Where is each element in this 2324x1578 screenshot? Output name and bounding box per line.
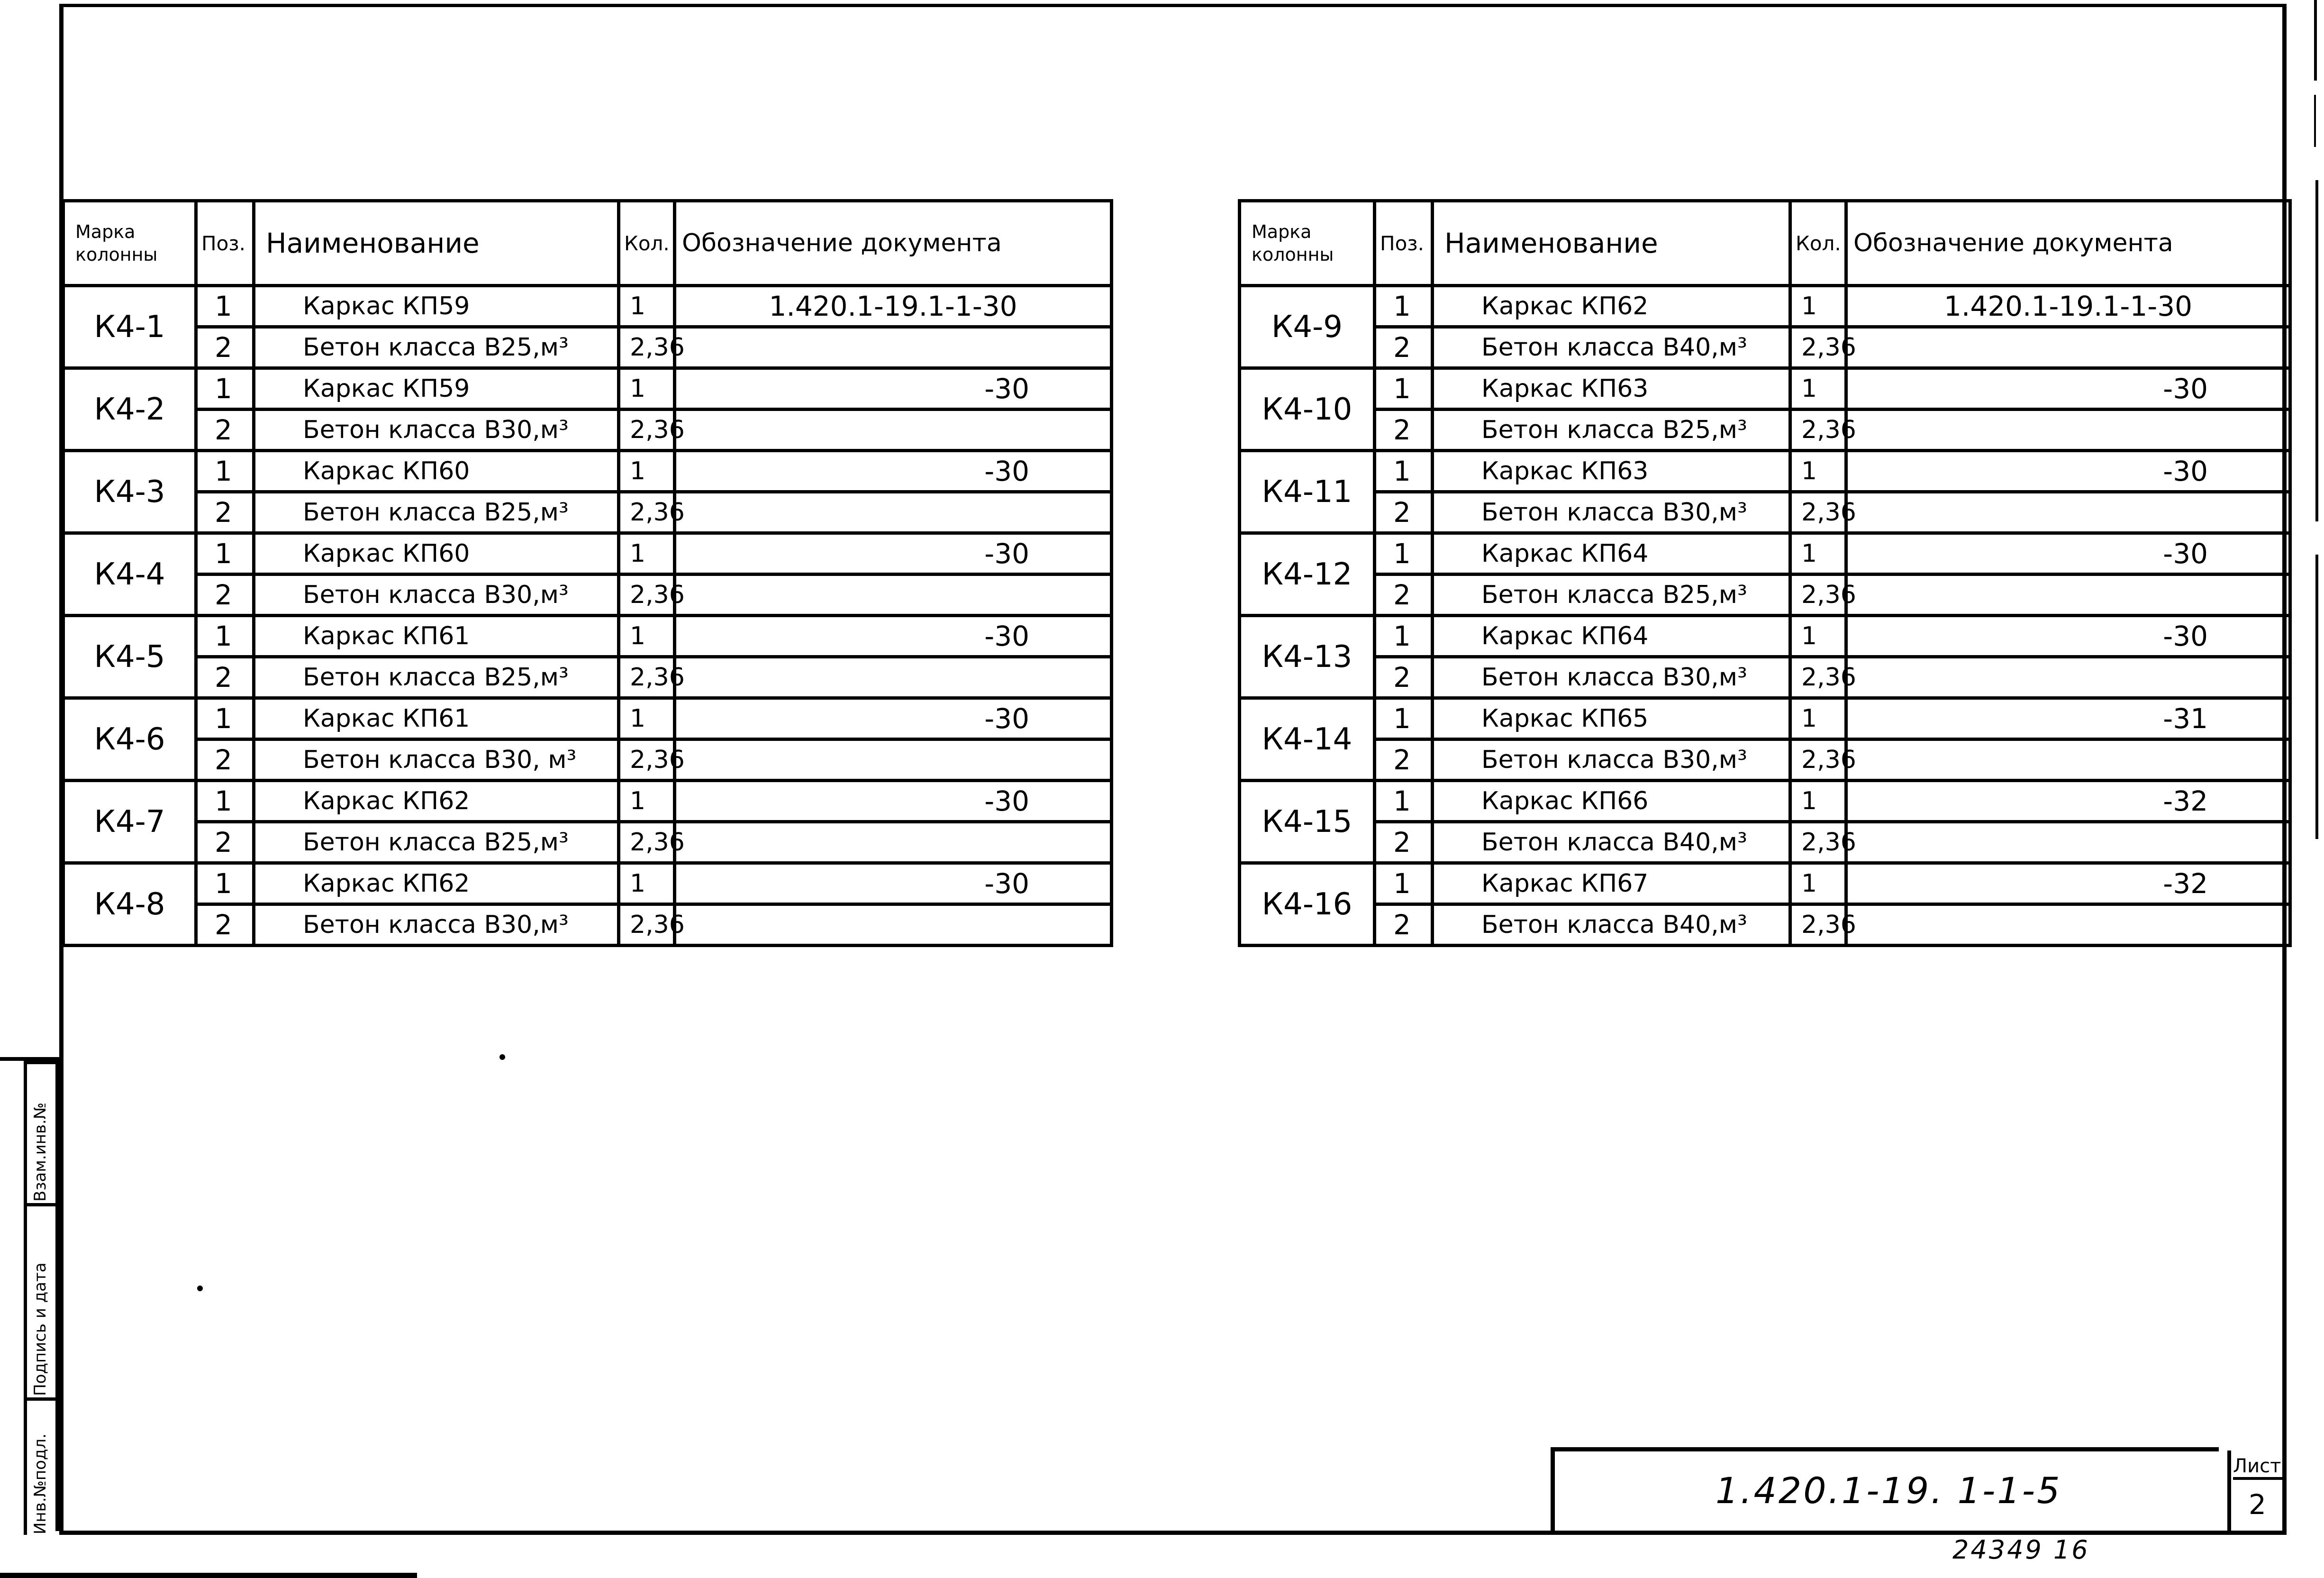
item-name-cell: Каркас КП64 [1433, 533, 1790, 575]
header-mark: Марка колонны [64, 201, 196, 286]
document-designation-cell [675, 739, 1112, 781]
column-mark-cell: К4-16 [1240, 863, 1375, 946]
item-name-cell: Бетон класса В40,м³ [1433, 904, 1790, 946]
document-designation-cell: -30 [1846, 368, 2290, 410]
item-name-cell: Бетон класса В25,м³ [254, 822, 619, 863]
item-name-cell: Каркас КП60 [254, 451, 619, 492]
position-cell: 1 [196, 781, 254, 822]
document-designation-cell [675, 575, 1112, 616]
quantity-cell: 2,36 [619, 904, 675, 946]
header-row [64, 201, 1112, 286]
document-designation-cell: -30 [1846, 451, 2290, 492]
quantity-cell: 2,36 [619, 575, 675, 616]
position-cell: 1 [1375, 286, 1433, 327]
item-name-cell: Каркас КП60 [254, 533, 619, 575]
position-cell: 1 [196, 451, 254, 492]
quantity-cell: 2,36 [1790, 410, 1846, 451]
position-cell: 2 [196, 492, 254, 533]
item-name-cell: Каркас КП65 [1433, 698, 1790, 739]
item-name-cell: Бетон класса В30,м³ [254, 904, 619, 946]
column-mark-cell: К4-4 [64, 533, 196, 616]
quantity-cell: 1 [1790, 863, 1846, 904]
table-row [1240, 368, 2290, 410]
column-mark-cell: К4-10 [1240, 368, 1375, 451]
table-row [64, 781, 1112, 822]
table-row [64, 698, 1112, 739]
position-cell: 1 [1375, 781, 1433, 822]
quantity-cell: 2,36 [1790, 575, 1846, 616]
document-designation-cell: -30 [675, 368, 1112, 410]
table-row [1240, 286, 2290, 327]
position-cell: 2 [1375, 739, 1433, 781]
sheet-label: Лист [2233, 1455, 2284, 1480]
table-row [64, 533, 1112, 575]
scan-speck [499, 1054, 505, 1060]
quantity-cell: 2,36 [1790, 904, 1846, 946]
quantity-cell: 2,36 [619, 822, 675, 863]
document-designation-cell: -30 [1846, 616, 2290, 657]
document-designation-cell [1846, 904, 2290, 946]
column-mark-cell: К4-6 [64, 698, 196, 781]
position-cell: 2 [1375, 822, 1433, 863]
column-mark-cell: К4-15 [1240, 781, 1375, 863]
quantity-cell: 2,36 [619, 657, 675, 698]
table-row [1240, 781, 2290, 822]
quantity-cell: 2,36 [1790, 739, 1846, 781]
quantity-cell: 1 [1790, 286, 1846, 327]
spec-table-left [62, 199, 1113, 947]
quantity-cell: 2,36 [619, 739, 675, 781]
item-name-cell: Каркас КП63 [1433, 368, 1790, 410]
item-name-cell: Каркас КП59 [254, 286, 619, 327]
item-name-cell: Бетон класса В25,м³ [254, 657, 619, 698]
item-name-cell: Каркас КП64 [1433, 616, 1790, 657]
table-row [64, 657, 1112, 698]
position-cell: 1 [1375, 698, 1433, 739]
position-cell: 1 [1375, 863, 1433, 904]
table-row [1240, 327, 2290, 368]
document-designation-cell [1846, 492, 2290, 533]
scan-edge-line [2315, 180, 2318, 521]
table-row [1240, 533, 2290, 575]
quantity-cell: 1 [619, 616, 675, 657]
column-mark-cell: К4-9 [1240, 286, 1375, 368]
table-row [1240, 822, 2290, 863]
document-designation-cell: -32 [1846, 781, 2290, 822]
item-name-cell: Бетон класса В30,м³ [1433, 492, 1790, 533]
document-code: 1.420.1-19. 1-1-5 [1716, 1469, 2062, 1512]
position-cell: 2 [196, 822, 254, 863]
item-name-cell: Каркас КП62 [1433, 286, 1790, 327]
quantity-cell: 2,36 [619, 327, 675, 368]
column-mark-cell: К4-3 [64, 451, 196, 533]
scan-edge-line [2315, 555, 2318, 839]
table-row [1240, 657, 2290, 698]
document-designation-cell: -32 [1846, 863, 2290, 904]
side-label-inv-no: Инв.№подл. [31, 1433, 50, 1534]
item-name-cell: Бетон класса В30,м³ [254, 575, 619, 616]
side-cell-inv [24, 1397, 59, 1535]
table-row [64, 863, 1112, 904]
spec-body-left [64, 286, 1112, 946]
header-mark: Марка колонны [1240, 201, 1375, 286]
scan-edge-line [2314, 0, 2317, 81]
header-name: Наименование [254, 201, 619, 286]
position-cell: 2 [1375, 575, 1433, 616]
document-designation-cell [675, 327, 1112, 368]
position-cell: 1 [196, 533, 254, 575]
item-name-cell: Бетон класса В25,м³ [254, 327, 619, 368]
spec-body-right [1240, 286, 2290, 946]
column-mark-cell: К4-7 [64, 781, 196, 863]
quantity-cell: 1 [619, 451, 675, 492]
column-mark-cell: К4-5 [64, 616, 196, 698]
quantity-cell: 1 [1790, 781, 1846, 822]
document-designation-cell [1846, 822, 2290, 863]
item-name-cell: Бетон класса В30, м³ [254, 739, 619, 781]
quantity-cell: 1 [619, 368, 675, 410]
table-row [1240, 451, 2290, 492]
scan-edge-bar [0, 1573, 417, 1578]
item-name-cell: Бетон класса В25,м³ [1433, 575, 1790, 616]
item-name-cell: Каркас КП67 [1433, 863, 1790, 904]
document-designation-cell [1846, 575, 2290, 616]
item-name-cell: Бетон класса В30,м³ [254, 410, 619, 451]
table-row [64, 904, 1112, 946]
table-row [64, 327, 1112, 368]
header-row [1240, 201, 2290, 286]
header-pos: Поз. [196, 201, 254, 286]
position-cell: 2 [196, 739, 254, 781]
table-row [1240, 863, 2290, 904]
position-cell: 1 [196, 368, 254, 410]
header-doc: Обозначение документа [1846, 201, 2290, 286]
item-name-cell: Каркас КП63 [1433, 451, 1790, 492]
table-row [64, 616, 1112, 657]
item-name-cell: Бетон класса В30,м³ [1433, 657, 1790, 698]
side-label-replace-inv: Взам.инв.№ [31, 1102, 50, 1202]
header-qty: Кол. [1790, 201, 1846, 286]
item-name-cell: Каркас КП61 [254, 616, 619, 657]
quantity-cell: 1 [1790, 616, 1846, 657]
table-row [64, 822, 1112, 863]
quantity-cell: 1 [1790, 533, 1846, 575]
side-approval-stamp [0, 1057, 59, 1534]
document-designation-cell [675, 904, 1112, 946]
item-name-cell: Каркас КП59 [254, 368, 619, 410]
table-row [1240, 410, 2290, 451]
document-designation-cell: 1.420.1-19.1-1-30 [675, 286, 1112, 327]
item-name-cell: Бетон класса В25,м³ [254, 492, 619, 533]
column-mark-cell: К4-13 [1240, 616, 1375, 698]
side-cell-replace [24, 1061, 59, 1203]
side-label-sign-date: Подпись и дата [31, 1262, 50, 1396]
document-designation-cell [1846, 657, 2290, 698]
archive-number: 24349 16 [1952, 1535, 2090, 1565]
position-cell: 2 [196, 904, 254, 946]
table-row [1240, 739, 2290, 781]
position-cell: 2 [1375, 657, 1433, 698]
side-cell-sign [24, 1203, 59, 1397]
quantity-cell: 1 [619, 286, 675, 327]
document-designation-cell [1846, 327, 2290, 368]
spec-table-right [1238, 199, 2292, 947]
document-designation-cell: -30 [675, 781, 1112, 822]
position-cell: 2 [196, 410, 254, 451]
table-row [1240, 575, 2290, 616]
position-cell: 1 [196, 698, 254, 739]
column-mark-cell: К4-14 [1240, 698, 1375, 781]
scan-speck [197, 1286, 203, 1291]
document-designation-cell [675, 410, 1112, 451]
position-cell: 1 [1375, 451, 1433, 492]
quantity-cell: 1 [1790, 368, 1846, 410]
document-designation-cell: -30 [675, 533, 1112, 575]
position-cell: 1 [196, 286, 254, 327]
quantity-cell: 2,36 [1790, 492, 1846, 533]
table-row [64, 492, 1112, 533]
header-qty: Кол. [619, 201, 675, 286]
column-mark-cell: К4-12 [1240, 533, 1375, 616]
position-cell: 1 [1375, 616, 1433, 657]
document-designation-cell [1846, 739, 2290, 781]
column-mark-cell: К4-11 [1240, 451, 1375, 533]
document-designation-cell: -30 [675, 451, 1112, 492]
position-cell: 2 [196, 575, 254, 616]
scan-edge-line [2314, 95, 2316, 147]
position-cell: 2 [196, 657, 254, 698]
sheet-number: 2 [2249, 1488, 2266, 1521]
header-doc: Обозначение документа [675, 201, 1112, 286]
table-row [1240, 904, 2290, 946]
quantity-cell: 2,36 [1790, 657, 1846, 698]
table-row [64, 368, 1112, 410]
position-cell: 2 [1375, 492, 1433, 533]
table-row [64, 286, 1112, 327]
item-name-cell: Каркас КП66 [1433, 781, 1790, 822]
table-row [1240, 698, 2290, 739]
position-cell: 2 [1375, 327, 1433, 368]
table-row [1240, 492, 2290, 533]
document-designation-cell [675, 657, 1112, 698]
document-designation-cell: -30 [675, 616, 1112, 657]
position-cell: 1 [1375, 368, 1433, 410]
document-designation-cell [1846, 410, 2290, 451]
item-name-cell: Бетон класса В40,м³ [1433, 822, 1790, 863]
quantity-cell: 1 [619, 863, 675, 904]
quantity-cell: 1 [1790, 451, 1846, 492]
quantity-cell: 1 [619, 781, 675, 822]
item-name-cell: Каркас КП62 [254, 863, 619, 904]
item-name-cell: Каркас КП62 [254, 781, 619, 822]
quantity-cell: 2,36 [619, 492, 675, 533]
table-row [64, 739, 1112, 781]
document-designation-cell: 1.420.1-19.1-1-30 [1846, 286, 2290, 327]
column-mark-cell: К4-8 [64, 863, 196, 946]
column-mark-cell: К4-2 [64, 368, 196, 451]
position-cell: 1 [196, 616, 254, 657]
document-designation-cell: -31 [1846, 698, 2290, 739]
quantity-cell: 1 [1790, 698, 1846, 739]
table-row [64, 575, 1112, 616]
document-designation-cell: -30 [675, 698, 1112, 739]
item-name-cell: Бетон класса В25,м³ [1433, 410, 1790, 451]
document-designation-cell: -30 [675, 863, 1112, 904]
position-cell: 2 [196, 327, 254, 368]
table-row [64, 451, 1112, 492]
item-name-cell: Бетон класса В40,м³ [1433, 327, 1790, 368]
quantity-cell: 1 [619, 533, 675, 575]
document-designation-cell: -30 [1846, 533, 2290, 575]
quantity-cell: 2,36 [619, 410, 675, 451]
item-name-cell: Бетон класса В30,м³ [1433, 739, 1790, 781]
item-name-cell: Каркас КП61 [254, 698, 619, 739]
header-name: Наименование [1433, 201, 1790, 286]
document-designation-cell [675, 492, 1112, 533]
position-cell: 2 [1375, 410, 1433, 451]
document-designation-cell [675, 822, 1112, 863]
table-row [64, 410, 1112, 451]
position-cell: 1 [1375, 533, 1433, 575]
header-pos: Поз. [1375, 201, 1433, 286]
quantity-cell: 2,36 [1790, 327, 1846, 368]
position-cell: 1 [196, 863, 254, 904]
quantity-cell: 1 [619, 698, 675, 739]
quantity-cell: 2,36 [1790, 822, 1846, 863]
position-cell: 2 [1375, 904, 1433, 946]
table-row [1240, 616, 2290, 657]
column-mark-cell: К4-1 [64, 286, 196, 368]
